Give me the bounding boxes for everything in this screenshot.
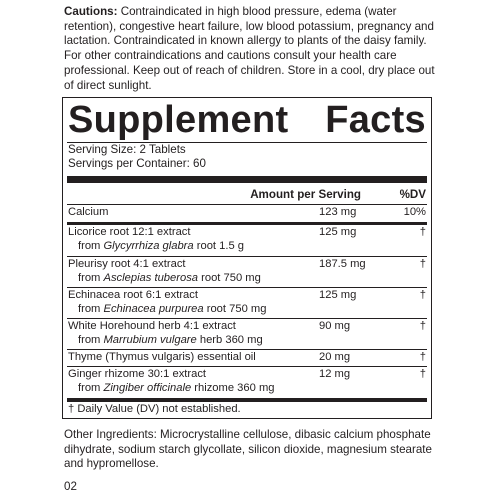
facts-title-left: Supplement <box>68 99 289 141</box>
ingredient-amount: 90 mg <box>319 320 351 332</box>
ingredient-dv: † <box>419 258 426 270</box>
nutrient-name: Calcium <box>68 206 109 218</box>
ingredient-amount: 12 mg <box>319 368 351 380</box>
ingredient-source: from Glycyrrhiza glabra root 1.5 g <box>78 239 245 252</box>
cautions-text <box>64 5 444 93</box>
ingredient-source: from Echinacea purpurea root 750 mg <box>78 302 267 315</box>
thick-rule <box>67 176 427 183</box>
ingredient-amount: 125 mg <box>319 289 357 301</box>
nutrient-dv: 10% <box>403 206 426 218</box>
ingredient-dv: † <box>419 226 426 238</box>
ingredient-row <box>63 350 431 367</box>
ingredient-source: from Marrubium vulgare herb 360 mg <box>78 333 263 346</box>
ingredient-source: from Asclepias tuberosa root 750 mg <box>78 271 261 284</box>
ingredient-dv: † <box>419 320 426 332</box>
ingredient-dv: † <box>419 368 426 380</box>
ingredient-source: from Zingiber officinale rhizome 360 mg <box>78 381 275 394</box>
dv-header: %DV <box>399 188 426 201</box>
ingredient-name: Echinacea root 6:1 extract <box>68 289 198 301</box>
ingredient-row <box>63 367 431 399</box>
ingredient-row <box>63 257 431 288</box>
dv-footnote: † Daily Value (DV) not established. <box>68 403 241 415</box>
nutrient-amount: 123 mg <box>319 206 357 218</box>
cautions-body: Contraindicated in high blood pressure, edema (water retention), congestive heart failure, low blood potassium, pregnancy and lactation. Contraindicated in known allergy to plants of the daisy family. For other contraindications and cautions consult your health care professional. Keep out of reach of children. Store in a cool, dry place out of direct sunlight. <box>64 5 435 92</box>
other-ingredients: Other Ingredients: Microcrystalline cellulose, dibasic calcium phosphate dihydrate, sodium starch glycollate, silicon dioxide, magnesium stearate and hypromellose. <box>64 428 432 471</box>
servings-per-container: Servings per Container: 60 <box>68 157 206 170</box>
ingredient-name: Licorice root 12:1 extract <box>68 226 191 238</box>
page-number: 02 <box>64 480 77 493</box>
cautions-label: Cautions: <box>64 5 118 18</box>
ingredient-row <box>63 225 431 257</box>
ingredient-name: White Horehound herb 4:1 extract <box>68 320 236 332</box>
ingredient-amount: 187.5 mg <box>319 258 366 270</box>
amount-header: Amount per Serving <box>250 188 361 201</box>
facts-title <box>68 98 426 142</box>
supplement-facts-panel <box>62 97 432 419</box>
facts-title-right: Facts <box>325 99 426 141</box>
column-header <box>63 186 431 204</box>
nutrient-row <box>63 205 431 222</box>
ingredient-amount: 125 mg <box>319 226 357 238</box>
ingredient-name: Thyme (Thymus vulgaris) essential oil <box>68 351 256 363</box>
ingredient-dv: † <box>419 289 426 301</box>
ingredient-name: Ginger rhizome 30:1 extract <box>68 368 207 380</box>
serving-size: Serving Size: 2 Tablets <box>68 143 186 156</box>
bottom-thick-rule <box>67 398 427 402</box>
ingredient-row <box>63 319 431 350</box>
ingredient-dv: † <box>419 351 426 363</box>
ingredient-name: Pleurisy root 4:1 extract <box>68 258 186 270</box>
ingredient-row <box>63 288 431 319</box>
ingredient-amount: 20 mg <box>319 351 351 363</box>
